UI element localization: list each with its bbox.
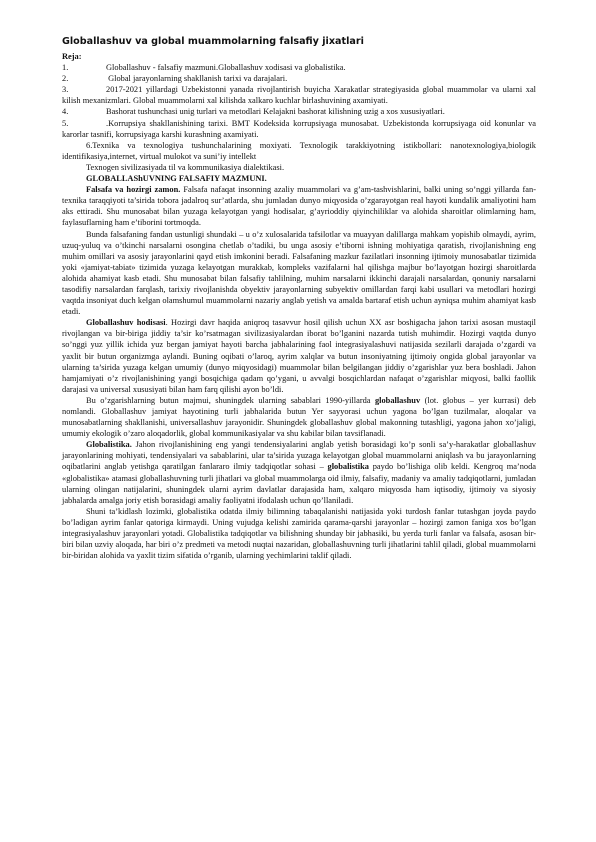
plan-item-5 (62, 118, 536, 140)
document-page (62, 36, 536, 561)
plan-item-3 (62, 84, 536, 106)
plan-item-number: 1. (62, 63, 69, 73)
paragraph-5-term: globalistika (327, 462, 369, 472)
paragraph-5-lead: Globalistika. (86, 440, 132, 450)
plan-item-number: 4. (62, 107, 69, 117)
plan-item-6-continuation: Texnogen sivilizasiyada til va kommunikasiya dialektikasi. (86, 162, 285, 172)
paragraph-4-text-b: (lot. globus – yer kurrasi) deb nomlandi. Globallashuv jamiyat hayotining turli jabhalarida butun Yer sayyorasi uchun yagona bo’lgan tuzilmalar, aloqalar va munosabatlarning shakllanishi, universallashuv jarayonidir. Shuningdek globallashuv global makonning tutashligi, yagona jahon xo’jaligi, umumiy ekologik o’zaro aloqadorlik, global kommunikasiyalar va shu kabilar bilan tavsiflanadi. (62, 395, 536, 439)
plan-item-1 (62, 62, 536, 73)
plan-item-number: 3. (62, 85, 69, 95)
plan-label: Reja: (62, 52, 82, 61)
section-heading: GLOBALLAShUVNING FALSAFIY MAZMUNI. (86, 174, 267, 184)
paragraph-4-text-a: Bu o’zgarishlarning butun majmui, shuningdek ularning sabablari 1990-yillarda (86, 395, 375, 405)
plan-item-text: .Korrupsiya shakllanishining tarixi. BMT Kodeksida korrupsiyaga munosabat. Uzbekistonda korrupsiyaga oid konunlar va karorlar tasnifi, korrupsiyaga karshi kurashning axamiyati. (62, 118, 536, 139)
plan-item-2 (62, 73, 536, 84)
paragraph-5-text-a: Jahon rivojlanishining eng yangi tendensiyalarini anglab yetish borasidagi ko’p sonli sa’y-harakatlar globallashuv jarayonlarining mohiyati, tendensiyalari va sabablarini, ular ta’sirida yuzaga kelayotgan global muammolarni aniqlash va bu jarayonlarning oqibatlarini anglab yetishga qaratilgan fanlararo ilmiy tadqiqotlar sohasi – (62, 440, 536, 472)
paragraph-5 (62, 439, 536, 506)
document-body (62, 51, 536, 561)
paragraph-6: Shuni ta’kidlash lozimki, globalistika odatda ilmiy bilimning tabaqalanishi natijasida yoki turdosh fanlar tutashgan joyda paydo bo’ladigan ayrim fanlar qatoriga kirmaydi. Uning vujudga kelishi zamirida qarama-qarshi jarayonlar – hozirgi zamon faniga xos bo’lgan integrasiyalashuv jarayonlari yotadi. Globalistika tadqiqotlar va bilishning shunday bir jabhasiki, bu yerda turli fanlar va falsafa, asosan bir-biri bilan uzviy aloqada, har biri o’z predmeti va metodi nuqtai nazaridan, globallashuvning turli jihatlarini tahlil qiladi, global muammolarni bir-biridan alohida va yaxlit tizim sifatida o’rganib, ularning yechimlarini taklif qiladi. (62, 506, 536, 561)
paragraph-4-term: globallashuv (374, 395, 421, 405)
paragraph-5-text-b: paydo bo’lishiga olib keldi. Kengroq ma’noda «globalistika» atamasi globallashuvning turli jihatlari va global muammolarga oid ilmiy, falsafiy, madaniy va amaliy tadqiqotlarni, jumladan ularning olingan natijalarini, shuningdek ularni ayrim davlatlar darajasida ham, xalqaro miqyosda ham iqtisodiy, ijtimoiy va siyosiy jabhalarda amalga joriy etish borasidagi amaliy faoliyatni ifodalash uchun qo’llaniladi. (62, 462, 537, 505)
plan-item-number: 5. (62, 118, 69, 128)
plan-item-text: Global jarayonlarning shakllanish tarixi va darajalari. (106, 74, 288, 84)
paragraph-3-lead: Globallashuv hodisasi (86, 318, 166, 328)
paragraph-1-lead: Falsafa va hozirgi zamon. (86, 185, 181, 195)
paragraph-3-text: . Hozirgi davr haqida aniqroq tasavvur hosil qilish uchun XX asr boshigacha jahon tarixi asosan mustaqil rivojlangan va bir-biriga jiddiy ta’sir ko’rsatmagan sivilizasiyalardan iborat bo’lganini nazarda tutish muhimdir. Hozirgi vaqtda dunyo so’nggi yuz yillik ichida yuz bergan jamiyat hayoti barcha jabhalarining faol integrasiyalashuvi natijasida sezilarli darajada o’zgardi va yaxlit bir butun organizmga aylandi. Buning oqibati o’laroq, ayrim xalqlar va butun insoniyatning ijtimoiy ongida global jarayonlar va ularning ta’sirida yuzaga kelgan umumiy (dunyo miqyosidagi) muammolar bilan belgilangan jiddiy o’zgarishlar yuz bera boshladi. Jahon hamjamiyati o’z rivojlanishining yangi bosqichiga qadam qo’ygani, u avvalgi bosqichlardan nafaqat o’zgarishlar miqyosi, balki faollik darajasi va universal xususiyati bilan ham farq qilishi ayon bo’ldi. (62, 318, 537, 394)
paragraph-3 (62, 317, 536, 395)
plan-item-text: Globallashuv - falsafiy mazmuni.Globallashuv xodisasi va globalistika. (106, 63, 346, 73)
document-title: Globallashuv va global muammolarning falsafiy jixatlari (62, 36, 364, 47)
paragraph-1-text: Falsafa nafaqat insonning azaliy muammolari va g’am-tashvishlarini, balki uning so’nggi yillarda fan-texnika taraqqiyoti ta’sirida tobora jadalroq sur’atlarda, shu jumladan dunyo miqyosida o’zgarayotgan real hayoti kundalik amaliyotini ham aks ettiradi. Shu munosabat bilan yuzaga kelayotgan yangi hodisalar, g’ayrioddiy qiyinchiliklar va alohida sharoitlar olimlarning ham, faylasuflarning ham e’tiborini tortmoqda. (62, 185, 536, 228)
plan-item-text: 2017-2021 yillardagi Uzbekistonni yanada rivojlantirish buyicha Xarakatlar strategiyasida global muammolar va ularni xal kilish mexanizmlari. Global muammolarni xal kilishda xalkaro kuchlar birlashuvining axamiyati. (62, 85, 536, 106)
paragraph-4 (62, 395, 536, 439)
plan-item-number: 2. (62, 74, 69, 84)
plan-item-6: 6.Texnika va texnologiya tushunchalarining moxiyati. Texnologik tarakkiyotning istikbollari: nanotexnologiya,biologik identifikasiya,internet, virtual mulokot va suni’iy intellekt (62, 140, 536, 161)
paragraph-2: Bunda falsafaning fandan ustunligi shundaki – u o’z xulosalarida tafsilotlar va muayyan dalillarga mahkam yopishib olmaydi, ayrim, uzuq-yuluq va o’tkinchi narsalarni osongina chetlab o’tadiki, bu unga asosiy e’tiborni ishning mohiyatiga qaratish, rivojlanishning eng muhim omillari va asosiy jarayonlarini qayd etish imkonini beradi. Falsafaning mazkur fazilatlari insonning ijtimoiy munosabatlar tizimida yoki «jamiyat-tabiat» tizimida yuzaga kelayotgan murakkab, kompleks vazifalarni hal qilishga majbur bo’layotgan hozirgi sharoitlarda alohida ahamiyat kasb etadi. Shu munosabat bilan falsafiy tahlilning, muhim narsalarni ikkinchi darajali narsalardan, qonuniy narsalarni tasodifiy narsalardan farqlash, tarixiy rivojlanishda obyektiv jarayonlarning subyektiv omillardan farqi kabi usullari va metodlari hozirgi vaqtda insoniyat duch kelgan olamshumul muammolarni nazariy anglab yetish va amalda bartaraf etish uchun ayniqsa muhim ahamiyat kasb etadi. (62, 229, 536, 317)
plan-item-4 (62, 106, 536, 117)
paragraph-1 (62, 184, 536, 228)
plan-item-text: Bashorat tushunchasi unig turlari va metodlari Kelajakni bashorat kilishning uzig a xos xususiyatlari. (106, 107, 445, 117)
